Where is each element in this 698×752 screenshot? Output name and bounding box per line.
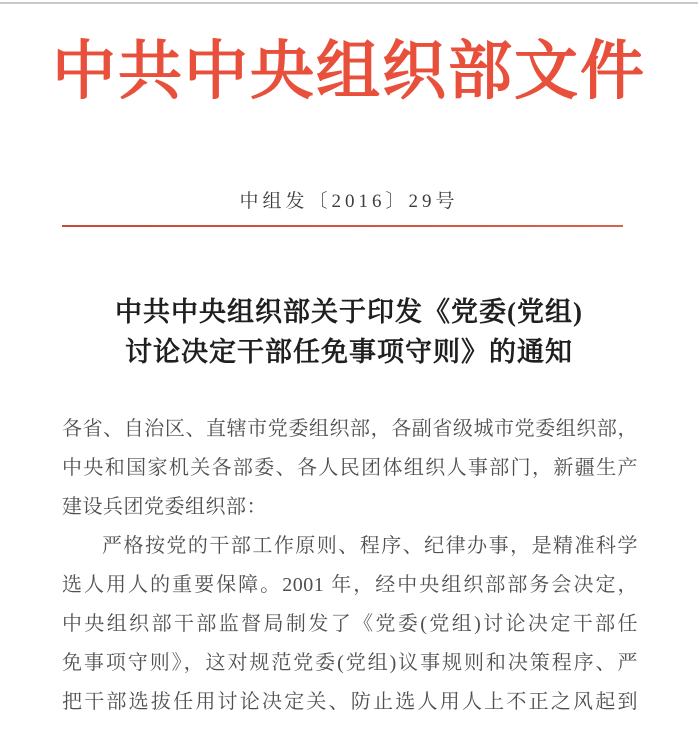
body-paragraph-line: 严格按党的干部工作原则、程序、纪律办事，是精准科学 [102, 535, 638, 557]
body-paragraph-line: 免事项守则》，这对规范党委(党组)议事规则和决策程序、严 [62, 652, 638, 674]
salutation-line: 各省、自治区、直辖市党委组织部，各副省级城市党委组织部， [62, 418, 638, 440]
body-paragraph-line: 把干部选拔任用讨论决定关、防止选人用人上不正之风起到 [62, 691, 638, 713]
red-header-title: 中共中央组织部文件 [52, 36, 646, 107]
body-paragraph-line: 中央组织部干部监督局制发了《党委(党组)讨论决定干部任 [62, 613, 638, 635]
salutation-line: 中央和国家机关各部委、各人民团体组织人事部门，新疆生产 [62, 457, 638, 479]
salutation-line: 建设兵团党委组织部： [62, 496, 267, 518]
notice-title [0, 292, 698, 372]
notice-title-line-2: 讨论决定干部任免事项守则》的通知 [125, 337, 573, 367]
document-number: 中组发〔2016〕29号 [239, 191, 459, 212]
body-paragraph-line: 选人用人的重要保障。2001 年，经中央组织部部务会决定， [62, 574, 638, 596]
document-body [62, 410, 638, 722]
notice-title-line-1: 中共中央组织部关于印发《党委(党组) [115, 297, 583, 327]
red-separator-line [62, 225, 623, 227]
scan-edge-artifact [0, 2, 698, 4]
